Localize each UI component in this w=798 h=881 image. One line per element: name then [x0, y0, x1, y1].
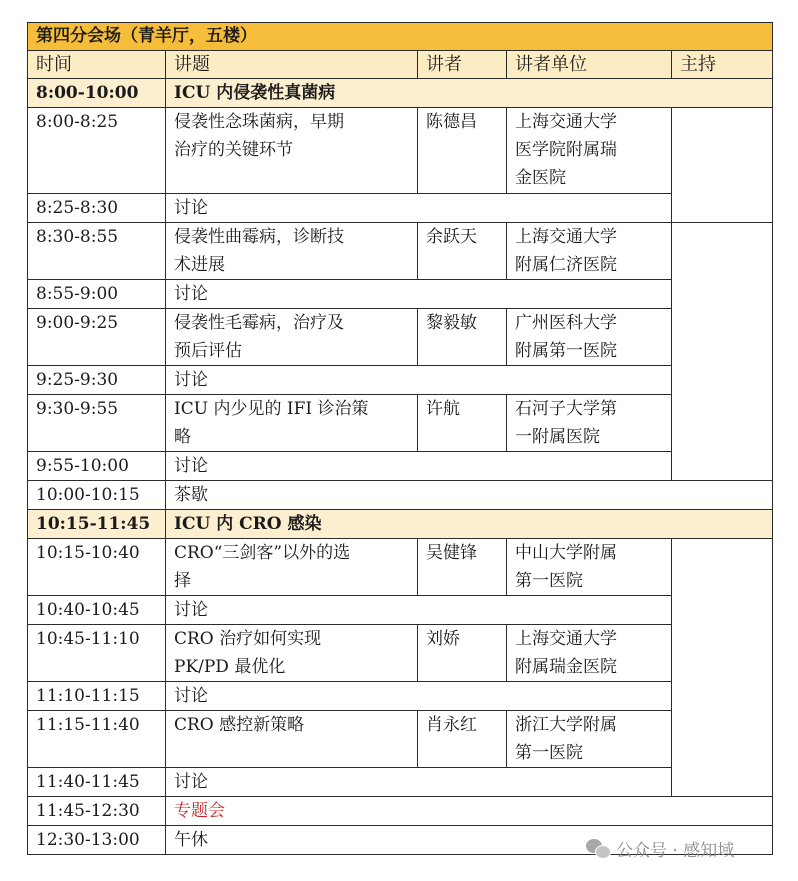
tea-break-time: 10:00-10:15 [28, 481, 166, 510]
watermark [586, 836, 734, 861]
talk-topic [166, 108, 418, 194]
unit-line: 附属仁济医院 [515, 255, 617, 275]
talk-row [28, 711, 773, 768]
topic-line: 侵袭性曲霉病，诊断技 [174, 227, 344, 247]
host-cell [672, 539, 773, 797]
talk-time: 8:25-8:30 [28, 194, 166, 223]
talk-speaker: 许航 [418, 395, 507, 452]
talk-time: 8:00-8:25 [28, 108, 166, 194]
wechat-icon [586, 839, 610, 859]
session-title: 第四分会场（青羊厅，五楼） [28, 23, 773, 51]
tea-break-row [28, 481, 773, 510]
talk-time: 10:45-11:10 [28, 625, 166, 682]
special-session-row [28, 797, 773, 826]
talk-speaker: 肖永红 [418, 711, 507, 768]
talk-speaker: 刘娇 [418, 625, 507, 682]
section-title: ICU 内侵袭性真菌病 [166, 79, 773, 108]
talk-time: 10:40-10:45 [28, 596, 166, 625]
talk-unit [507, 395, 672, 452]
talk-topic [166, 711, 418, 768]
unit-line: 石河子大学第 [515, 399, 617, 419]
header-speaker: 讲者 [418, 51, 507, 79]
discussion-row [28, 596, 773, 625]
unit-line: 广州医科大学 [515, 313, 617, 333]
unit-line: 第一医院 [515, 743, 583, 763]
section-title: ICU 内 CRO 感染 [166, 510, 773, 539]
topic-line: PK/PD 最优化 [174, 657, 286, 677]
unit-line: 上海交通大学 [515, 227, 617, 247]
section-time: 8:00-10:00 [28, 79, 166, 108]
unit-line: 第一医院 [515, 571, 583, 591]
discussion-row [28, 768, 773, 797]
unit-line: 金医院 [515, 168, 566, 188]
section-row [28, 510, 773, 539]
unit-line: 附属瑞金医院 [515, 657, 617, 677]
talk-topic [166, 309, 418, 366]
discussion-row [28, 682, 773, 711]
special-session-label: 专题会 [166, 797, 773, 826]
talk-unit [507, 223, 672, 280]
schedule-table [27, 22, 773, 855]
watermark-text: 公众号 · 感知域 [616, 841, 735, 861]
talk-row [28, 539, 773, 596]
discussion-label: 讨论 [166, 366, 672, 395]
section-row [28, 79, 773, 108]
talk-unit [507, 539, 672, 596]
tea-break-label: 茶歇 [166, 481, 773, 510]
unit-line: 上海交通大学 [515, 629, 617, 649]
topic-line: 侵袭性念珠菌病，早期 [174, 112, 344, 132]
unit-line: 浙江大学附属 [515, 715, 617, 735]
talk-row [28, 309, 773, 366]
talk-speaker: 余跃天 [418, 223, 507, 280]
discussion-label: 讨论 [166, 596, 672, 625]
talk-time: 9:30-9:55 [28, 395, 166, 452]
talk-unit [507, 309, 672, 366]
talk-topic [166, 539, 418, 596]
topic-line: 治疗的关键环节 [174, 140, 293, 160]
discussion-row [28, 280, 773, 309]
lunch-time: 12:30-13:00 [28, 826, 166, 855]
discussion-row [28, 452, 773, 481]
talk-time: 11:40-11:45 [28, 768, 166, 797]
talk-unit [507, 711, 672, 768]
talk-time: 8:55-9:00 [28, 280, 166, 309]
header-time: 时间 [28, 51, 166, 79]
discussion-label: 讨论 [166, 768, 672, 797]
topic-line: 择 [174, 571, 191, 591]
talk-time: 11:10-11:15 [28, 682, 166, 711]
header-host: 主持 [672, 51, 773, 79]
discussion-label: 讨论 [166, 280, 672, 309]
lunch-label: 午休 [166, 826, 773, 855]
header-unit: 讲者单位 [507, 51, 672, 79]
talk-row [28, 223, 773, 280]
discussion-label: 讨论 [166, 452, 672, 481]
talk-speaker: 陈德昌 [418, 108, 507, 194]
unit-line: 医学院附属瑞 [515, 140, 617, 160]
topic-line: 术进展 [174, 255, 225, 275]
topic-line: CRO 治疗如何实现 [174, 629, 322, 649]
discussion-row [28, 366, 773, 395]
header-topic: 讲题 [166, 51, 418, 79]
talk-time: 10:15-10:40 [28, 539, 166, 596]
discussion-label: 讨论 [166, 682, 672, 711]
unit-line: 上海交通大学 [515, 112, 617, 132]
discussion-label: 讨论 [166, 194, 672, 223]
unit-line: 中山大学附属 [515, 543, 617, 563]
talk-speaker: 黎毅敏 [418, 309, 507, 366]
host-cell [672, 108, 773, 223]
talk-unit [507, 625, 672, 682]
talk-time: 9:25-9:30 [28, 366, 166, 395]
unit-line: 附属第一医院 [515, 341, 617, 361]
session-title-row [28, 23, 773, 51]
section-time: 10:15-11:45 [28, 510, 166, 539]
unit-line: 一附属医院 [515, 427, 600, 447]
talk-time: 9:55-10:00 [28, 452, 166, 481]
topic-line: CRO“三剑客”以外的选 [174, 543, 351, 563]
talk-topic [166, 395, 418, 452]
header-row [28, 51, 773, 79]
talk-time: 8:30-8:55 [28, 223, 166, 280]
talk-time: 11:15-11:40 [28, 711, 166, 768]
talk-row [28, 108, 773, 194]
topic-line: 侵袭性毛霉病，治疗及 [174, 313, 344, 333]
talk-time: 9:00-9:25 [28, 309, 166, 366]
talk-row [28, 395, 773, 452]
talk-unit [507, 108, 672, 194]
talk-speaker: 吴健锋 [418, 539, 507, 596]
topic-line: ICU 内少见的 IFI 诊治策 [174, 399, 369, 419]
host-cell [672, 223, 773, 481]
topic-line: CRO 感控新策略 [174, 715, 305, 735]
discussion-row [28, 194, 773, 223]
talk-topic [166, 223, 418, 280]
topic-line: 略 [174, 427, 191, 447]
special-session-time: 11:45-12:30 [28, 797, 166, 826]
talk-row [28, 625, 773, 682]
topic-line: 预后评估 [174, 341, 242, 361]
talk-topic [166, 625, 418, 682]
